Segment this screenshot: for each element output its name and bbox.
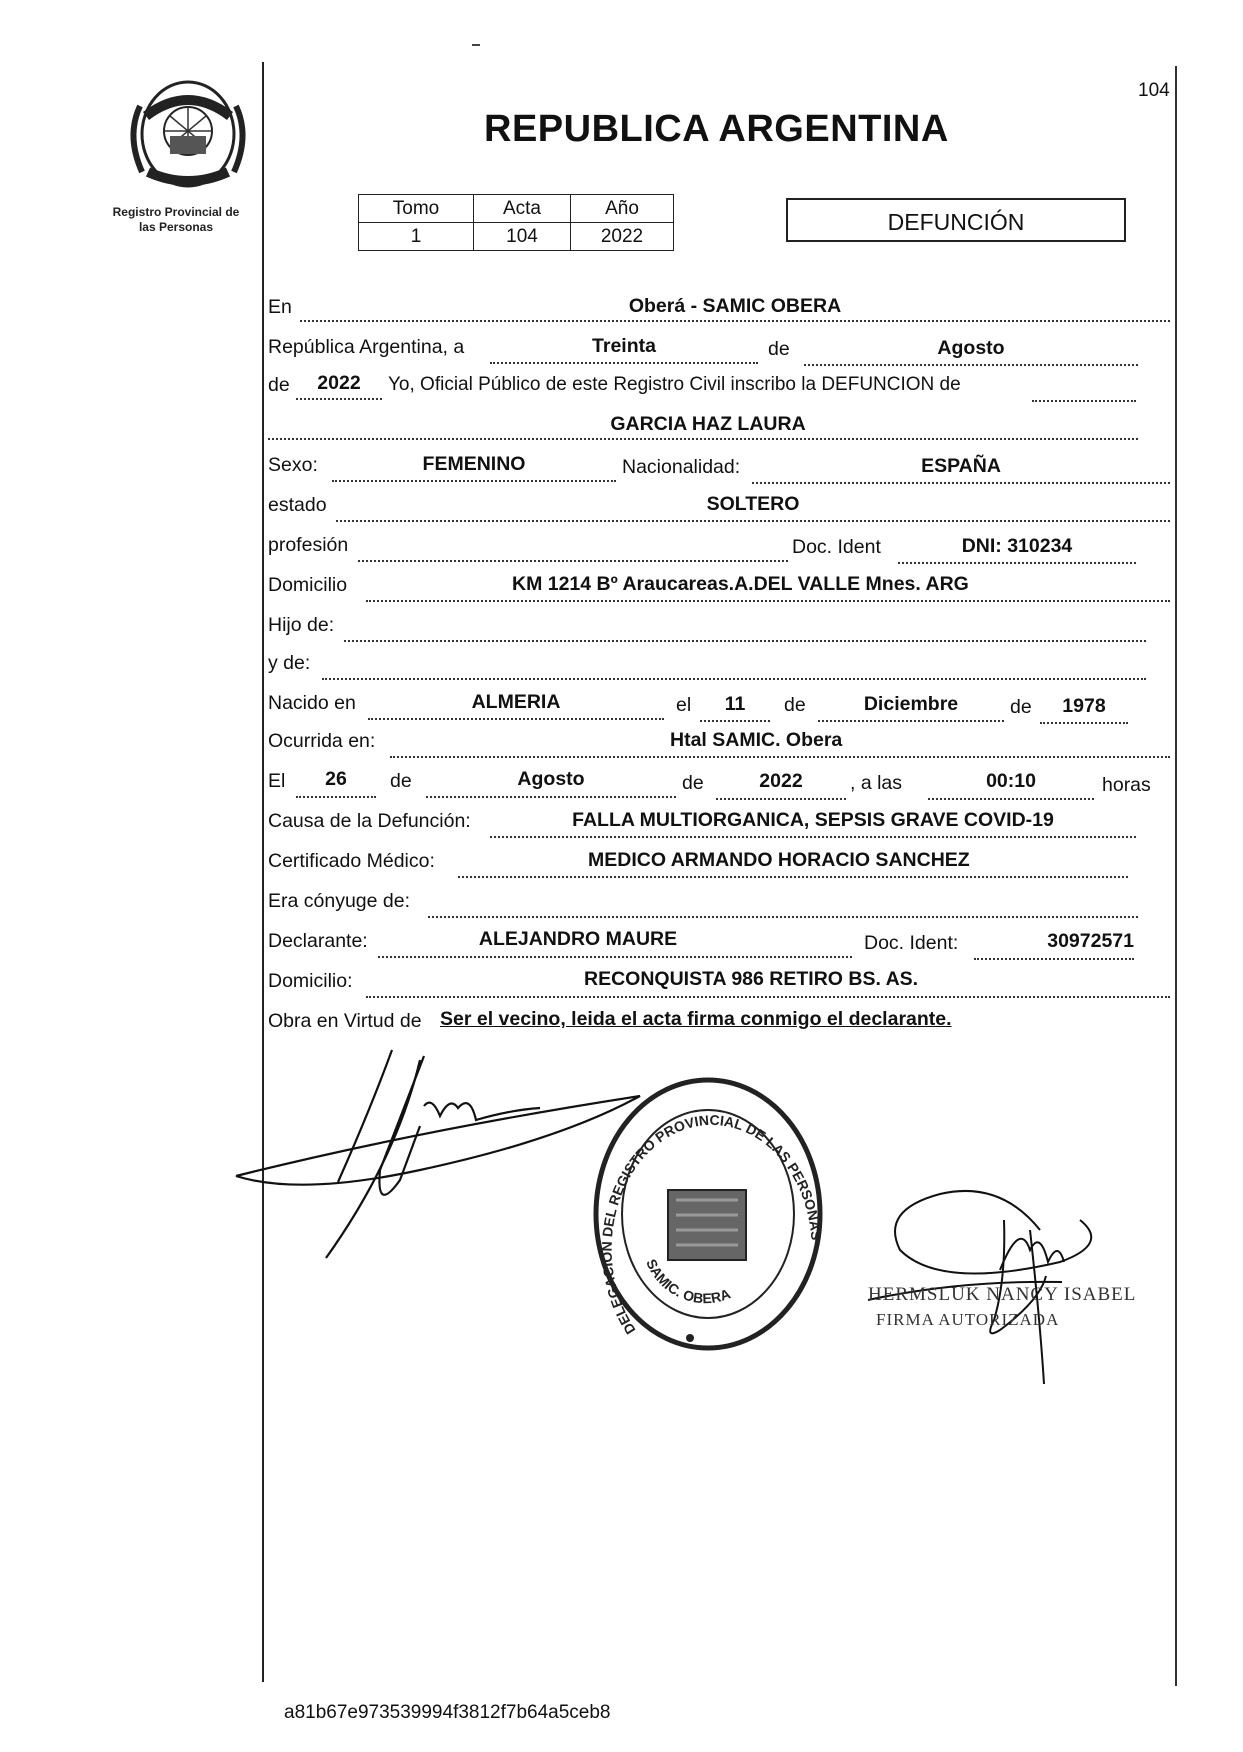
- label-a-las: , a las: [850, 772, 903, 794]
- label-obra: Obra en Virtud de: [268, 1010, 422, 1032]
- value-nacido-en: ALMERIA: [471, 691, 561, 713]
- label-nacionalidad: Nacionalidad:: [622, 456, 741, 478]
- dotted-line: [490, 362, 758, 364]
- value-lugar: Oberá - SAMIC OBERA: [628, 295, 842, 317]
- label-de-nac-anio: de: [1010, 696, 1032, 718]
- dotted-line: [490, 836, 1136, 838]
- label-domicilio: Domicilio: [268, 574, 348, 596]
- label-yo-oficial: Yo, Oficial Público de este Registro Civil inscribo la DEFUNCION de: [388, 374, 961, 395]
- dotted-line: [700, 720, 770, 722]
- label-estado: estado: [268, 494, 327, 516]
- province-coat-of-arms-logo: [118, 76, 258, 196]
- label-doc-ident-declarante: Doc. Ident:: [864, 932, 959, 954]
- value-declarante-doc: 30972571: [1047, 930, 1134, 952]
- label-horas: horas: [1102, 774, 1151, 796]
- label-de-nac-mes: de: [784, 694, 806, 716]
- value-nacionalidad: ESPAÑA: [921, 455, 1001, 477]
- official-role: FIRMA AUTORIZADA: [876, 1310, 1060, 1329]
- dotted-line: [428, 916, 1138, 918]
- dotted-line: [322, 678, 1146, 680]
- dotted-line: [928, 798, 1094, 800]
- label-de-def-mes: de: [390, 770, 412, 792]
- label-hijo-de: Hijo de:: [268, 614, 335, 636]
- value-domicilio: KM 1214 Bº Araucareas.A.DEL VALLE Mnes. ARG: [512, 573, 969, 595]
- value-mes-texto: Agosto: [937, 337, 1005, 359]
- dotted-line: [366, 996, 1170, 998]
- country-title: REPUBLICA ARGENTINA: [484, 108, 949, 150]
- value-causa: FALLA MULTIORGANICA, SEPSIS GRAVE COVID-19: [572, 809, 1054, 831]
- dotted-line: [296, 398, 382, 400]
- label-conyuge: Era cónyuge de:: [268, 890, 411, 912]
- label-y-de: y de:: [268, 652, 311, 674]
- value-obra: Ser el vecino, leida el acta firma conmigo el declarante.: [440, 1008, 952, 1030]
- registry-header-tomo: Tomo: [359, 195, 474, 223]
- record-type-box: DEFUNCIÓN: [786, 198, 1126, 242]
- value-nac-mes: Diciembre: [863, 693, 959, 715]
- dotted-line: [752, 482, 1170, 484]
- value-def-dia: 26: [325, 768, 347, 790]
- dotted-line: [974, 958, 1134, 960]
- dotted-line: [358, 560, 788, 562]
- registry-value-anio: 2022: [571, 223, 674, 251]
- dotted-line: [378, 956, 852, 958]
- registry-header-anio: Año: [571, 195, 674, 223]
- registry-value-acta: 104: [474, 223, 571, 251]
- value-nac-dia: 11: [724, 693, 746, 715]
- value-ocurrida-en: Htal SAMIC. Obera: [670, 729, 843, 751]
- label-causa: Causa de la Defunción:: [268, 810, 471, 832]
- label-el: el: [676, 694, 692, 716]
- dotted-line: [368, 718, 664, 720]
- declarant-signature: [236, 1050, 640, 1258]
- dotted-line: [898, 562, 1136, 564]
- dotted-line: [818, 720, 1004, 722]
- official-name: HERMSLUK NANCY ISABEL: [868, 1284, 1137, 1305]
- stamp-ring-text: DELEGACIÓN DEL REGISTRO PROVINCIAL DE LAS PERSONAS: [598, 1111, 825, 1338]
- label-de-def-anio: de: [682, 772, 704, 794]
- value-def-mes: Agosto: [517, 768, 585, 790]
- value-domicilio-declarante: RECONQUISTA 986 RETIRO BS. AS.: [584, 968, 919, 990]
- registry-value-tomo: 1: [359, 223, 474, 251]
- registry-header-acta: Acta: [474, 195, 571, 223]
- right-margin-line: [1175, 66, 1177, 1686]
- document-hash: a81b67e973539994f3812f7b64a5ceb8: [284, 1702, 611, 1723]
- label-republica: República Argentina, a: [268, 336, 465, 358]
- dotted-line: [344, 640, 1146, 642]
- value-def-anio: 2022: [759, 770, 803, 792]
- label-el-fecha: El: [268, 770, 286, 792]
- dotted-line: [804, 364, 1138, 366]
- dotted-line: [366, 600, 1170, 602]
- value-nac-anio: 1978: [1062, 695, 1106, 717]
- value-sexo: FEMENINO: [422, 453, 526, 475]
- value-declarante: ALEJANDRO MAURE: [478, 928, 678, 950]
- dotted-line: [1032, 400, 1136, 402]
- organization-name: Registro Provincial de las Personas: [112, 205, 240, 234]
- value-def-hora: 00:10: [986, 770, 1036, 792]
- dotted-line: [332, 480, 616, 482]
- label-certificado: Certificado Médico:: [268, 850, 435, 872]
- dotted-line: [296, 796, 376, 798]
- label-en: En: [268, 296, 292, 318]
- dotted-line: [458, 876, 1128, 878]
- dotted-line: [716, 798, 846, 800]
- label-de-anio: de: [268, 374, 290, 396]
- official-stamp: [596, 1080, 824, 1348]
- value-dia-texto: Treinta: [592, 335, 656, 357]
- dotted-line: [336, 520, 1170, 522]
- value-anio: 2022: [317, 372, 361, 394]
- label-ocurrida-en: Ocurrida en:: [268, 730, 376, 752]
- value-certificado: MEDICO ARMANDO HORACIO SANCHEZ: [588, 849, 970, 871]
- label-declarante: Declarante:: [268, 930, 368, 952]
- dotted-line: [1040, 722, 1128, 724]
- value-doc: DNI: 310234: [961, 535, 1073, 557]
- dotted-line: [390, 756, 1170, 758]
- label-doc-ident: Doc. Ident: [792, 536, 881, 558]
- dotted-line: [268, 438, 1138, 440]
- label-domicilio-declarante: Domicilio:: [268, 970, 353, 992]
- registry-table: [358, 194, 674, 251]
- value-estado: SOLTERO: [706, 493, 800, 515]
- label-sexo: Sexo:: [268, 454, 318, 476]
- left-margin-line: [262, 62, 264, 1682]
- dotted-line: [300, 320, 1170, 322]
- dotted-line: [426, 796, 676, 798]
- scan-mark: [472, 44, 480, 46]
- page-number: 104: [1138, 80, 1170, 101]
- label-nacido-en: Nacido en: [268, 692, 356, 714]
- label-profesion: profesión: [268, 534, 349, 556]
- label-de: de: [768, 338, 790, 360]
- stamp-center-text: SAMIC. OBERA: [643, 1256, 733, 1307]
- value-nombre: GARCIA HAZ LAURA: [610, 413, 806, 435]
